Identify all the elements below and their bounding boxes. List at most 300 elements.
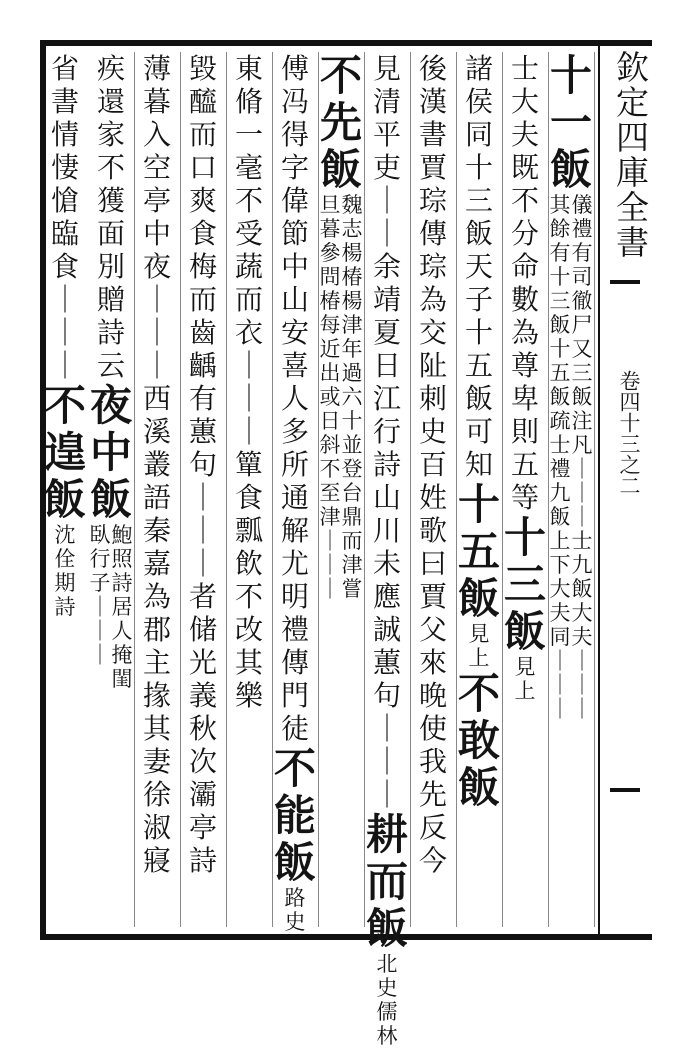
annotation-char: 椿 [319, 289, 341, 313]
annotation-char: 十 [549, 337, 571, 361]
annotation-char: ｜ [89, 595, 111, 619]
text-char: 平 [372, 118, 401, 151]
text-char: 有 [188, 382, 217, 415]
text-char: 齲 [188, 349, 217, 382]
text-char: 字 [280, 151, 309, 184]
annotation-char: ｜ [319, 577, 341, 601]
annotation-char: 士 [571, 529, 593, 553]
text-char: 一 [234, 118, 263, 151]
text-char: 徐 [142, 778, 171, 811]
text-char: 溪 [142, 415, 171, 448]
text-char: 省 [50, 52, 79, 85]
text-char: 來 [418, 646, 447, 679]
text-char: 疾 [96, 52, 125, 85]
annotation-char: 詩 [111, 571, 133, 595]
text-char: 我 [418, 745, 447, 778]
text-char: 山 [280, 283, 309, 316]
text-char: 妻 [142, 745, 171, 778]
text-char: 明 [280, 580, 309, 613]
text-char: 不 [234, 580, 263, 613]
annotation-char: ｜ [549, 649, 571, 673]
annotation-char: 而 [341, 529, 363, 553]
text-char: 灞 [188, 778, 217, 811]
text-char: ｜ [50, 349, 79, 382]
text-char: ｜ [234, 415, 263, 448]
text-char: 郡 [142, 613, 171, 646]
annotation-char: 士 [549, 433, 571, 457]
text-char: ｜ [142, 316, 171, 349]
text-char: ｜ [372, 778, 401, 811]
text-char: 詩 [96, 316, 125, 349]
annotation-char: 至 [319, 481, 341, 505]
text-char: 贈 [96, 283, 125, 316]
annotation-char: 佺 [54, 547, 76, 571]
text-char: 中 [280, 250, 309, 283]
annotation-char: 並 [341, 433, 363, 457]
annotation-char: 出 [319, 361, 341, 385]
text-char: 十 [464, 151, 493, 184]
text-char: 愴 [50, 184, 79, 217]
annotation-char: 行 [89, 547, 111, 571]
text-char: 見 [372, 52, 401, 85]
annotation-pair [548, 193, 594, 721]
annotation-char: 楊 [341, 241, 363, 265]
text-char: 不 [234, 184, 263, 217]
text-char: 簞 [234, 448, 263, 481]
text-char: 琮 [418, 184, 447, 217]
annotation-char: 臥 [89, 523, 111, 547]
annotation-line [571, 193, 593, 721]
annotation-char: 夫 [549, 601, 571, 625]
annotation-char: 掩 [111, 643, 133, 667]
text-column [548, 52, 595, 927]
annotation-char: 津 [341, 553, 363, 577]
headword: 而 [365, 857, 408, 906]
text-char: ｜ [142, 349, 171, 382]
text-column [272, 52, 319, 934]
annotation-char: 大 [571, 601, 593, 625]
text-char: 書 [418, 118, 447, 151]
text-char: 通 [280, 481, 309, 514]
annotation-char: 鼎 [341, 505, 363, 529]
text-char: 士 [510, 52, 539, 85]
text-char: 次 [188, 745, 217, 778]
text-char: 入 [142, 118, 171, 151]
text-char: 飯 [464, 217, 493, 250]
text-char: 樂 [234, 679, 263, 712]
annotation-char: 禮 [549, 457, 571, 481]
annotation-char: 九 [549, 481, 571, 505]
annotation-char: 司 [571, 265, 593, 289]
text-char: 使 [418, 712, 447, 745]
text-char: 冯 [280, 85, 309, 118]
headword: 一 [549, 98, 592, 147]
text-char: 衣 [234, 316, 263, 349]
annotation-char: 尸 [571, 313, 593, 337]
text-char: 等 [510, 481, 539, 514]
text-char: ｜ [188, 547, 217, 580]
annotation-char: ｜ [571, 697, 593, 721]
text-char: 三 [464, 184, 493, 217]
text-char: 山 [372, 481, 401, 514]
text-char: 反 [418, 811, 447, 844]
annotation-char: 飯 [549, 313, 571, 337]
text-char: 人 [280, 382, 309, 415]
annotation-char: 徹 [571, 289, 593, 313]
text-char: ｜ [372, 712, 401, 745]
text-char: 得 [280, 118, 309, 151]
text-char: 獲 [96, 184, 125, 217]
text-char: 口 [188, 151, 217, 184]
annotation-char: 上 [468, 646, 490, 670]
text-char: 秦 [142, 514, 171, 547]
text-char: 清 [372, 85, 401, 118]
text-char: 後 [418, 52, 447, 85]
annotation-char: ｜ [571, 673, 593, 697]
headword: 三 [503, 560, 546, 609]
text-char: 為 [510, 316, 539, 349]
annotation-char: 嘗 [341, 577, 363, 601]
annotation-char: 日 [319, 409, 341, 433]
text-char: 毫 [234, 151, 263, 184]
text-char: 徒 [280, 712, 309, 745]
annotation-char: 飯 [549, 385, 571, 409]
annotation-char: 林 [376, 1024, 398, 1048]
text-char: 不 [96, 151, 125, 184]
text-char: 食 [188, 217, 217, 250]
text-char: 其 [234, 646, 263, 679]
text-char: ｜ [50, 283, 79, 316]
text-char: 行 [372, 415, 401, 448]
headword: 十 [549, 51, 592, 100]
text-char: 而 [188, 118, 217, 151]
text-char: 薄 [142, 52, 171, 85]
text-char: 句 [188, 448, 217, 481]
text-char: 主 [142, 646, 171, 679]
text-char: 還 [96, 85, 125, 118]
annotation-char: 路 [284, 886, 306, 910]
text-char: 詩 [188, 844, 217, 877]
text-char: 掾 [142, 679, 171, 712]
annotation-char: ｜ [319, 553, 341, 577]
page-margin [602, 50, 650, 930]
headword: 十 [503, 513, 546, 562]
text-char: 父 [418, 613, 447, 646]
annotation-char: 見 [514, 655, 536, 679]
text-char: 交 [418, 316, 447, 349]
text-char: 西 [142, 382, 171, 415]
annotation-char: 五 [549, 361, 571, 385]
text-char: 江 [372, 382, 401, 415]
headword: 飯 [319, 145, 362, 194]
text-char: 節 [280, 217, 309, 250]
text-char: 中 [142, 217, 171, 250]
text-char: 漢 [418, 85, 447, 118]
annotation-char: 六 [341, 385, 363, 409]
annotation-char: 旦 [319, 193, 341, 217]
text-char: 誠 [372, 613, 401, 646]
headword: 不 [43, 381, 86, 430]
text-char: 知 [464, 448, 493, 481]
text-char: 姓 [418, 481, 447, 514]
annotation-char: 閨 [111, 667, 133, 691]
annotation-char: ｜ [549, 673, 571, 697]
annotation-char: ｜ [571, 505, 593, 529]
text-char: 而 [188, 283, 217, 316]
headword: 飯 [503, 607, 546, 656]
annotation-char: 沈 [54, 523, 76, 547]
text-char: 五 [464, 349, 493, 382]
text-char: 既 [510, 151, 539, 184]
text-char: 梅 [188, 250, 217, 283]
text-char: 阯 [418, 349, 447, 382]
text-char: 食 [234, 481, 263, 514]
annotation-char: 疏 [549, 409, 571, 433]
text-char: 家 [96, 118, 125, 151]
text-char: 余 [372, 250, 401, 283]
text-char: ｜ [142, 283, 171, 316]
headword: 夜 [89, 381, 132, 430]
text-char: 晚 [418, 679, 447, 712]
annotation-char: 儀 [571, 193, 593, 217]
text-char: ｜ [234, 349, 263, 382]
text-char: 句 [372, 679, 401, 712]
text-char: 安 [280, 316, 309, 349]
text-char: 面 [96, 217, 125, 250]
annotation-char: 不 [319, 457, 341, 481]
text-column [318, 52, 365, 927]
headword: 遑 [43, 428, 86, 477]
text-char: 者 [188, 580, 217, 613]
text-column [456, 52, 503, 927]
annotation-line [549, 193, 571, 721]
text-char: 卑 [510, 382, 539, 415]
annotation-char: 注 [571, 409, 593, 433]
annotation-char: 有 [571, 241, 593, 265]
headword: 五 [457, 527, 500, 576]
text-char: 曰 [418, 547, 447, 580]
text-char: ｜ [372, 217, 401, 250]
headword: 不 [457, 669, 500, 718]
headword: 飯 [273, 838, 316, 887]
text-char: 日 [372, 349, 401, 382]
text-char: 齒 [188, 316, 217, 349]
text-char: 偉 [280, 184, 309, 217]
annotation-char: 禮 [571, 217, 593, 241]
text-char: ｜ [372, 745, 401, 778]
annotation-char: 椿 [341, 265, 363, 289]
text-char: 靖 [372, 283, 401, 316]
text-char: 語 [142, 481, 171, 514]
annotation-char: 或 [319, 385, 341, 409]
text-char: 分 [510, 217, 539, 250]
text-char: 飲 [234, 547, 263, 580]
text-char: 吏 [372, 151, 401, 184]
text-char: 傅 [280, 52, 309, 85]
text-char: 數 [510, 283, 539, 316]
annotation-char: 餘 [549, 217, 571, 241]
text-char: 多 [280, 415, 309, 448]
annotation-char: 又 [571, 337, 593, 361]
headword: 不 [319, 51, 362, 100]
annotation-char: 十 [341, 409, 363, 433]
annotation-char: 下 [549, 553, 571, 577]
annotation-char: 年 [341, 337, 363, 361]
annotation-char: ｜ [89, 643, 111, 667]
text-char: 嘉 [142, 547, 171, 580]
text-char: 為 [418, 283, 447, 316]
annotation-char: 詩 [54, 595, 76, 619]
annotation-char: 每 [319, 313, 341, 337]
text-char: 賈 [418, 151, 447, 184]
annotation-char: 飯 [549, 505, 571, 529]
text-char: 而 [234, 283, 263, 316]
annotation-char: 凡 [571, 433, 593, 457]
text-char: 諸 [464, 52, 493, 85]
text-char: 喜 [280, 349, 309, 382]
annotation-char: 十 [549, 265, 571, 289]
margin-divider [598, 46, 600, 934]
annotation-line [89, 523, 111, 691]
text-char: 光 [188, 646, 217, 679]
text-char: 詩 [372, 448, 401, 481]
text-column [42, 52, 88, 927]
annotation-char: 暮 [319, 217, 341, 241]
annotation-char: 大 [549, 577, 571, 601]
text-char: ｜ [188, 481, 217, 514]
text-char: 琮 [418, 250, 447, 283]
text-char: 臨 [50, 217, 79, 250]
text-char: ｜ [50, 316, 79, 349]
text-char: 應 [372, 580, 401, 613]
annotation-char: 問 [319, 265, 341, 289]
annotation-char: 史 [376, 976, 398, 1000]
annotation-char: ｜ [571, 457, 593, 481]
text-char: 亭 [142, 184, 171, 217]
text-char: 云 [96, 349, 125, 382]
annotation-line [111, 523, 133, 691]
fold-mark [610, 280, 640, 284]
text-char: 解 [280, 514, 309, 547]
text-char: 夜 [142, 250, 171, 283]
text-char: 飯 [464, 382, 493, 415]
text-char: 毀 [188, 52, 217, 85]
text-column [88, 52, 135, 927]
annotation-char: 夫 [571, 625, 593, 649]
text-char: 大 [510, 85, 539, 118]
text-char: 為 [142, 580, 171, 613]
text-char: 尤 [280, 547, 309, 580]
text-char: 別 [96, 250, 125, 283]
headword: 飯 [365, 904, 408, 953]
headword: 十 [457, 480, 500, 529]
text-char: 情 [50, 118, 79, 151]
text-char: 傳 [418, 217, 447, 250]
text-char: ｜ [372, 184, 401, 217]
text-char: 則 [510, 415, 539, 448]
text-char: 瓢 [234, 514, 263, 547]
text-char: 義 [188, 679, 217, 712]
annotation-char: 上 [549, 529, 571, 553]
text-column [180, 52, 227, 927]
text-char: 不 [510, 184, 539, 217]
annotation-char: 斜 [319, 433, 341, 457]
annotation-char: 鮑 [111, 523, 133, 547]
text-char: 書 [50, 85, 79, 118]
annotation-char: ｜ [89, 619, 111, 643]
text-char: 子 [464, 283, 493, 316]
headword: 不 [273, 744, 316, 793]
text-char: 東 [234, 52, 263, 85]
headword: 飯 [89, 475, 132, 524]
text-char: 空 [142, 151, 171, 184]
text-char: 暮 [142, 85, 171, 118]
text-char: 淑 [142, 811, 171, 844]
annotation-char: 見 [468, 622, 490, 646]
text-column [410, 52, 457, 927]
annotation-char: 飯 [571, 577, 593, 601]
text-char: 門 [280, 679, 309, 712]
annotation-char: 儒 [376, 1000, 398, 1024]
headword: 飯 [457, 763, 500, 812]
text-char: 史 [418, 415, 447, 448]
annotation-char: 有 [549, 241, 571, 265]
text-char: 先 [418, 778, 447, 811]
annotation-char: 照 [111, 547, 133, 571]
text-char: 醯 [188, 85, 217, 118]
annotation-char: 期 [54, 571, 76, 595]
headword: 能 [273, 791, 316, 840]
annotation-char: 登 [341, 457, 363, 481]
text-column [134, 52, 181, 927]
text-char: 禮 [280, 613, 309, 646]
text-char: 賈 [418, 580, 447, 613]
annotation-char: 人 [111, 619, 133, 643]
text-char: 所 [280, 448, 309, 481]
text-char: 亭 [188, 811, 217, 844]
annotation-char: ｜ [319, 529, 341, 553]
text-char: 歌 [418, 514, 447, 547]
headword: 先 [319, 98, 362, 147]
annotation-char: ｜ [571, 649, 593, 673]
text-char: 脩 [234, 85, 263, 118]
annotation-line [319, 193, 341, 601]
annotation-char: ｜ [571, 481, 593, 505]
text-char: 爽 [188, 184, 217, 217]
text-column [364, 52, 411, 1048]
headword: 飯 [457, 574, 500, 623]
annotation-char: 楊 [341, 289, 363, 313]
annotation-pair [318, 193, 364, 601]
text-char: 改 [234, 613, 263, 646]
text-char: 刺 [418, 382, 447, 415]
book-title: 欽定四庫全書 [611, 50, 650, 260]
text-char: 蕙 [372, 646, 401, 679]
annotation-char: 子 [89, 571, 111, 595]
annotation-char: 九 [571, 553, 593, 577]
text-char: 未 [372, 547, 401, 580]
text-char: 十 [464, 316, 493, 349]
fold-mark [610, 788, 640, 792]
annotation-char: 三 [549, 289, 571, 313]
text-char: 川 [372, 514, 401, 547]
annotation-char: 飯 [571, 385, 593, 409]
annotation-char: 津 [341, 313, 363, 337]
annotation-char: 上 [514, 679, 536, 703]
text-char: 尊 [510, 349, 539, 382]
text-char: 储 [188, 613, 217, 646]
juan-number: 卷四十三之二 [617, 370, 641, 496]
